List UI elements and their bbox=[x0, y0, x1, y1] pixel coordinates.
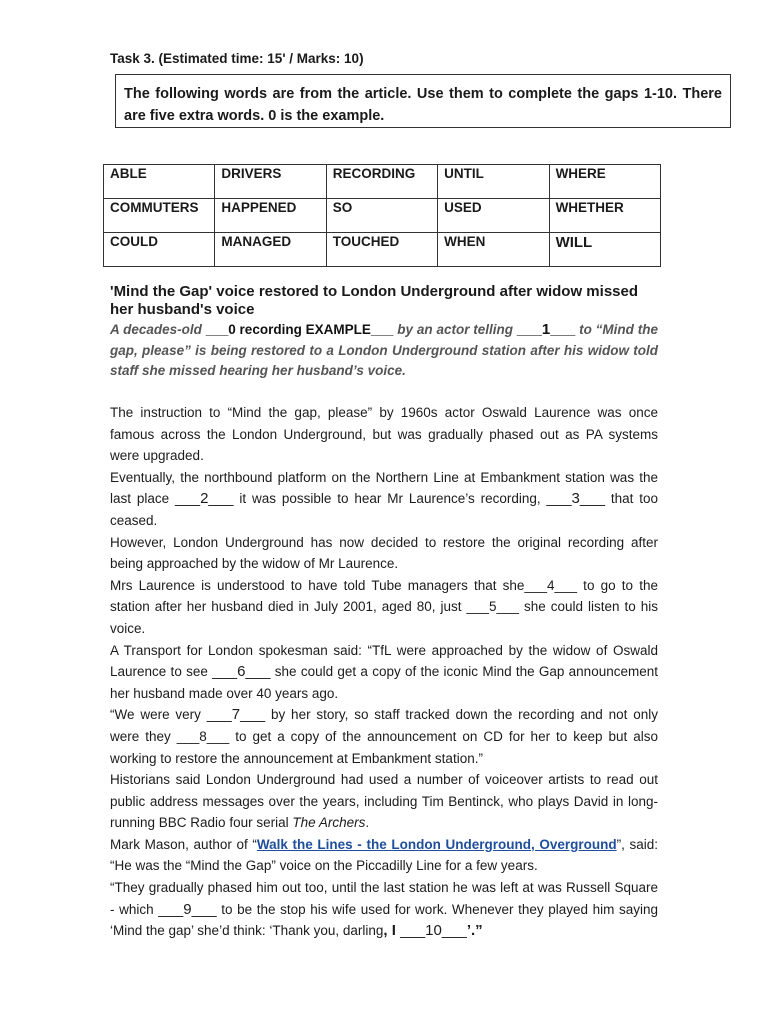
word-cell: COMMUTERS bbox=[104, 199, 215, 233]
word-cell: UNTIL bbox=[438, 165, 549, 199]
paragraph-text: to go to the station after her husband died in July 2001, aged 80, just bbox=[110, 577, 659, 615]
paragraph-text: Mrs Laurence is understood to have told Tube managers that she bbox=[110, 577, 525, 593]
standfirst-text: A decades-old bbox=[110, 322, 206, 337]
word-bank-row bbox=[104, 233, 661, 267]
word-bank-row bbox=[104, 165, 661, 199]
word-cell: WHERE bbox=[549, 165, 660, 199]
gap-3: ___3___ bbox=[546, 490, 605, 508]
paragraph bbox=[110, 877, 658, 942]
paragraph bbox=[110, 769, 658, 834]
gap-8: ___8___ bbox=[176, 728, 230, 744]
paragraph-text: “We were very bbox=[110, 707, 207, 723]
paragraph-text: , I bbox=[383, 922, 401, 940]
word-cell: WHETHER bbox=[549, 199, 660, 233]
paragraph bbox=[110, 704, 658, 769]
article-body bbox=[110, 402, 658, 942]
word-cell: WHEN bbox=[438, 233, 549, 267]
gap-9: ___9___ bbox=[158, 900, 217, 918]
paragraph bbox=[110, 834, 658, 877]
paragraph-text: to be the stop his wife used for work. Whenever they played him saying ‘Mind the gap’ she’d think: ‘Thank you, darling bbox=[110, 901, 659, 939]
gap-1: ___1___ bbox=[516, 321, 576, 338]
paragraph-text: Eventually, the northbound platform on the Northern Line at Embankment station was the last place bbox=[110, 469, 658, 507]
gap-10: ___10___ bbox=[400, 922, 467, 940]
standfirst-text: to “Mind the gap, please” is being restored to a London Underground station after his widow told staff she missed hearing her husband’s voice. bbox=[110, 322, 659, 378]
paragraph: However, London Underground has now decided to restore the original recording after being approached by the widow of Mr Laurence. bbox=[110, 534, 658, 572]
task-title: Task 3. (Estimated time: 15' / Marks: 10) bbox=[110, 51, 364, 66]
word-cell: COULD bbox=[104, 233, 215, 267]
word-cell: ABLE bbox=[104, 165, 215, 199]
paragraph-text: that too ceased. bbox=[110, 491, 658, 528]
paragraph-text: by her story, so staff tracked down the recording and not only were they bbox=[110, 707, 658, 744]
word-cell: TOUCHED bbox=[326, 233, 437, 267]
word-cell: DRIVERS bbox=[215, 165, 326, 199]
paragraph-text: A Transport for London spokesman said: “TfL were approached by the widow of Oswald Laurence to see bbox=[110, 642, 658, 680]
word-bank-table bbox=[103, 164, 661, 267]
paragraph-text: . bbox=[365, 815, 370, 831]
word-cell: RECORDING bbox=[326, 165, 437, 199]
word-cell: SO bbox=[326, 199, 437, 233]
paragraph-text: “They gradually phased him out too, until the last station he was left at was Russell Square - which bbox=[110, 880, 658, 917]
article-headline: 'Mind the Gap' voice restored to London Underground after widow missed her husband's voice bbox=[110, 283, 639, 318]
word-cell: USED bbox=[438, 199, 549, 233]
gap-2: ___2___ bbox=[175, 490, 234, 508]
standfirst-text: by an actor telling bbox=[393, 322, 517, 337]
paragraph: The instruction to “Mind the gap, please” by 1960s actor Oswald Laurence was once famous across the London Underground, but was gradually phased out as PA systems were upgraded. bbox=[110, 405, 658, 464]
paragraph-text: Historians said London Underground had used a number of voiceover artists to read out public address messages over the years, including Tim Bentinck, who plays David in long-running BBC Radio four serial bbox=[110, 772, 658, 831]
word-bank-row bbox=[104, 199, 661, 233]
gap-5: ___5___ bbox=[466, 599, 520, 615]
instructions-box bbox=[115, 74, 731, 128]
paragraph bbox=[110, 467, 658, 532]
paragraph bbox=[110, 575, 658, 640]
article-standfirst bbox=[110, 320, 658, 382]
paragraph-text: to get a copy of the announcement on CD for her to keep but also working to restore the announcement at Embankment station.” bbox=[110, 728, 658, 766]
paragraph-text: ”, said: “He was the “Mind the Gap” voice on the Piccadilly Line for a few years. bbox=[110, 836, 658, 874]
gap-6: ___6___ bbox=[212, 663, 271, 681]
paragraph-text: she could get a copy of the iconic Mind the Gap announcement her husband made over 40 years ago. bbox=[110, 664, 658, 701]
gap-example: ___0 recording EXAMPLE___ bbox=[205, 322, 394, 337]
paragraph-text: Mark Mason, author of “ bbox=[110, 836, 257, 852]
instructions-text: The following words are from the article. Use them to complete the gaps 1-10. There are five extra words. 0 is the example. bbox=[124, 86, 722, 124]
show-title: The Archers bbox=[292, 815, 366, 831]
paragraph bbox=[110, 640, 658, 705]
book-link[interactable]: Walk the Lines - the London Underground, Overground bbox=[256, 836, 617, 852]
gap-7: ___7___ bbox=[206, 706, 266, 724]
paragraph-text: it was possible to hear Mr Laurence’s recording, bbox=[233, 491, 547, 507]
paragraph-text: she could listen to his voice. bbox=[110, 599, 659, 636]
gap-4: ___4___ bbox=[524, 577, 578, 593]
paragraph-text: ’.” bbox=[466, 922, 483, 940]
word-cell: WILL bbox=[549, 233, 660, 267]
word-cell: MANAGED bbox=[215, 233, 326, 267]
word-cell: HAPPENED bbox=[215, 199, 326, 233]
